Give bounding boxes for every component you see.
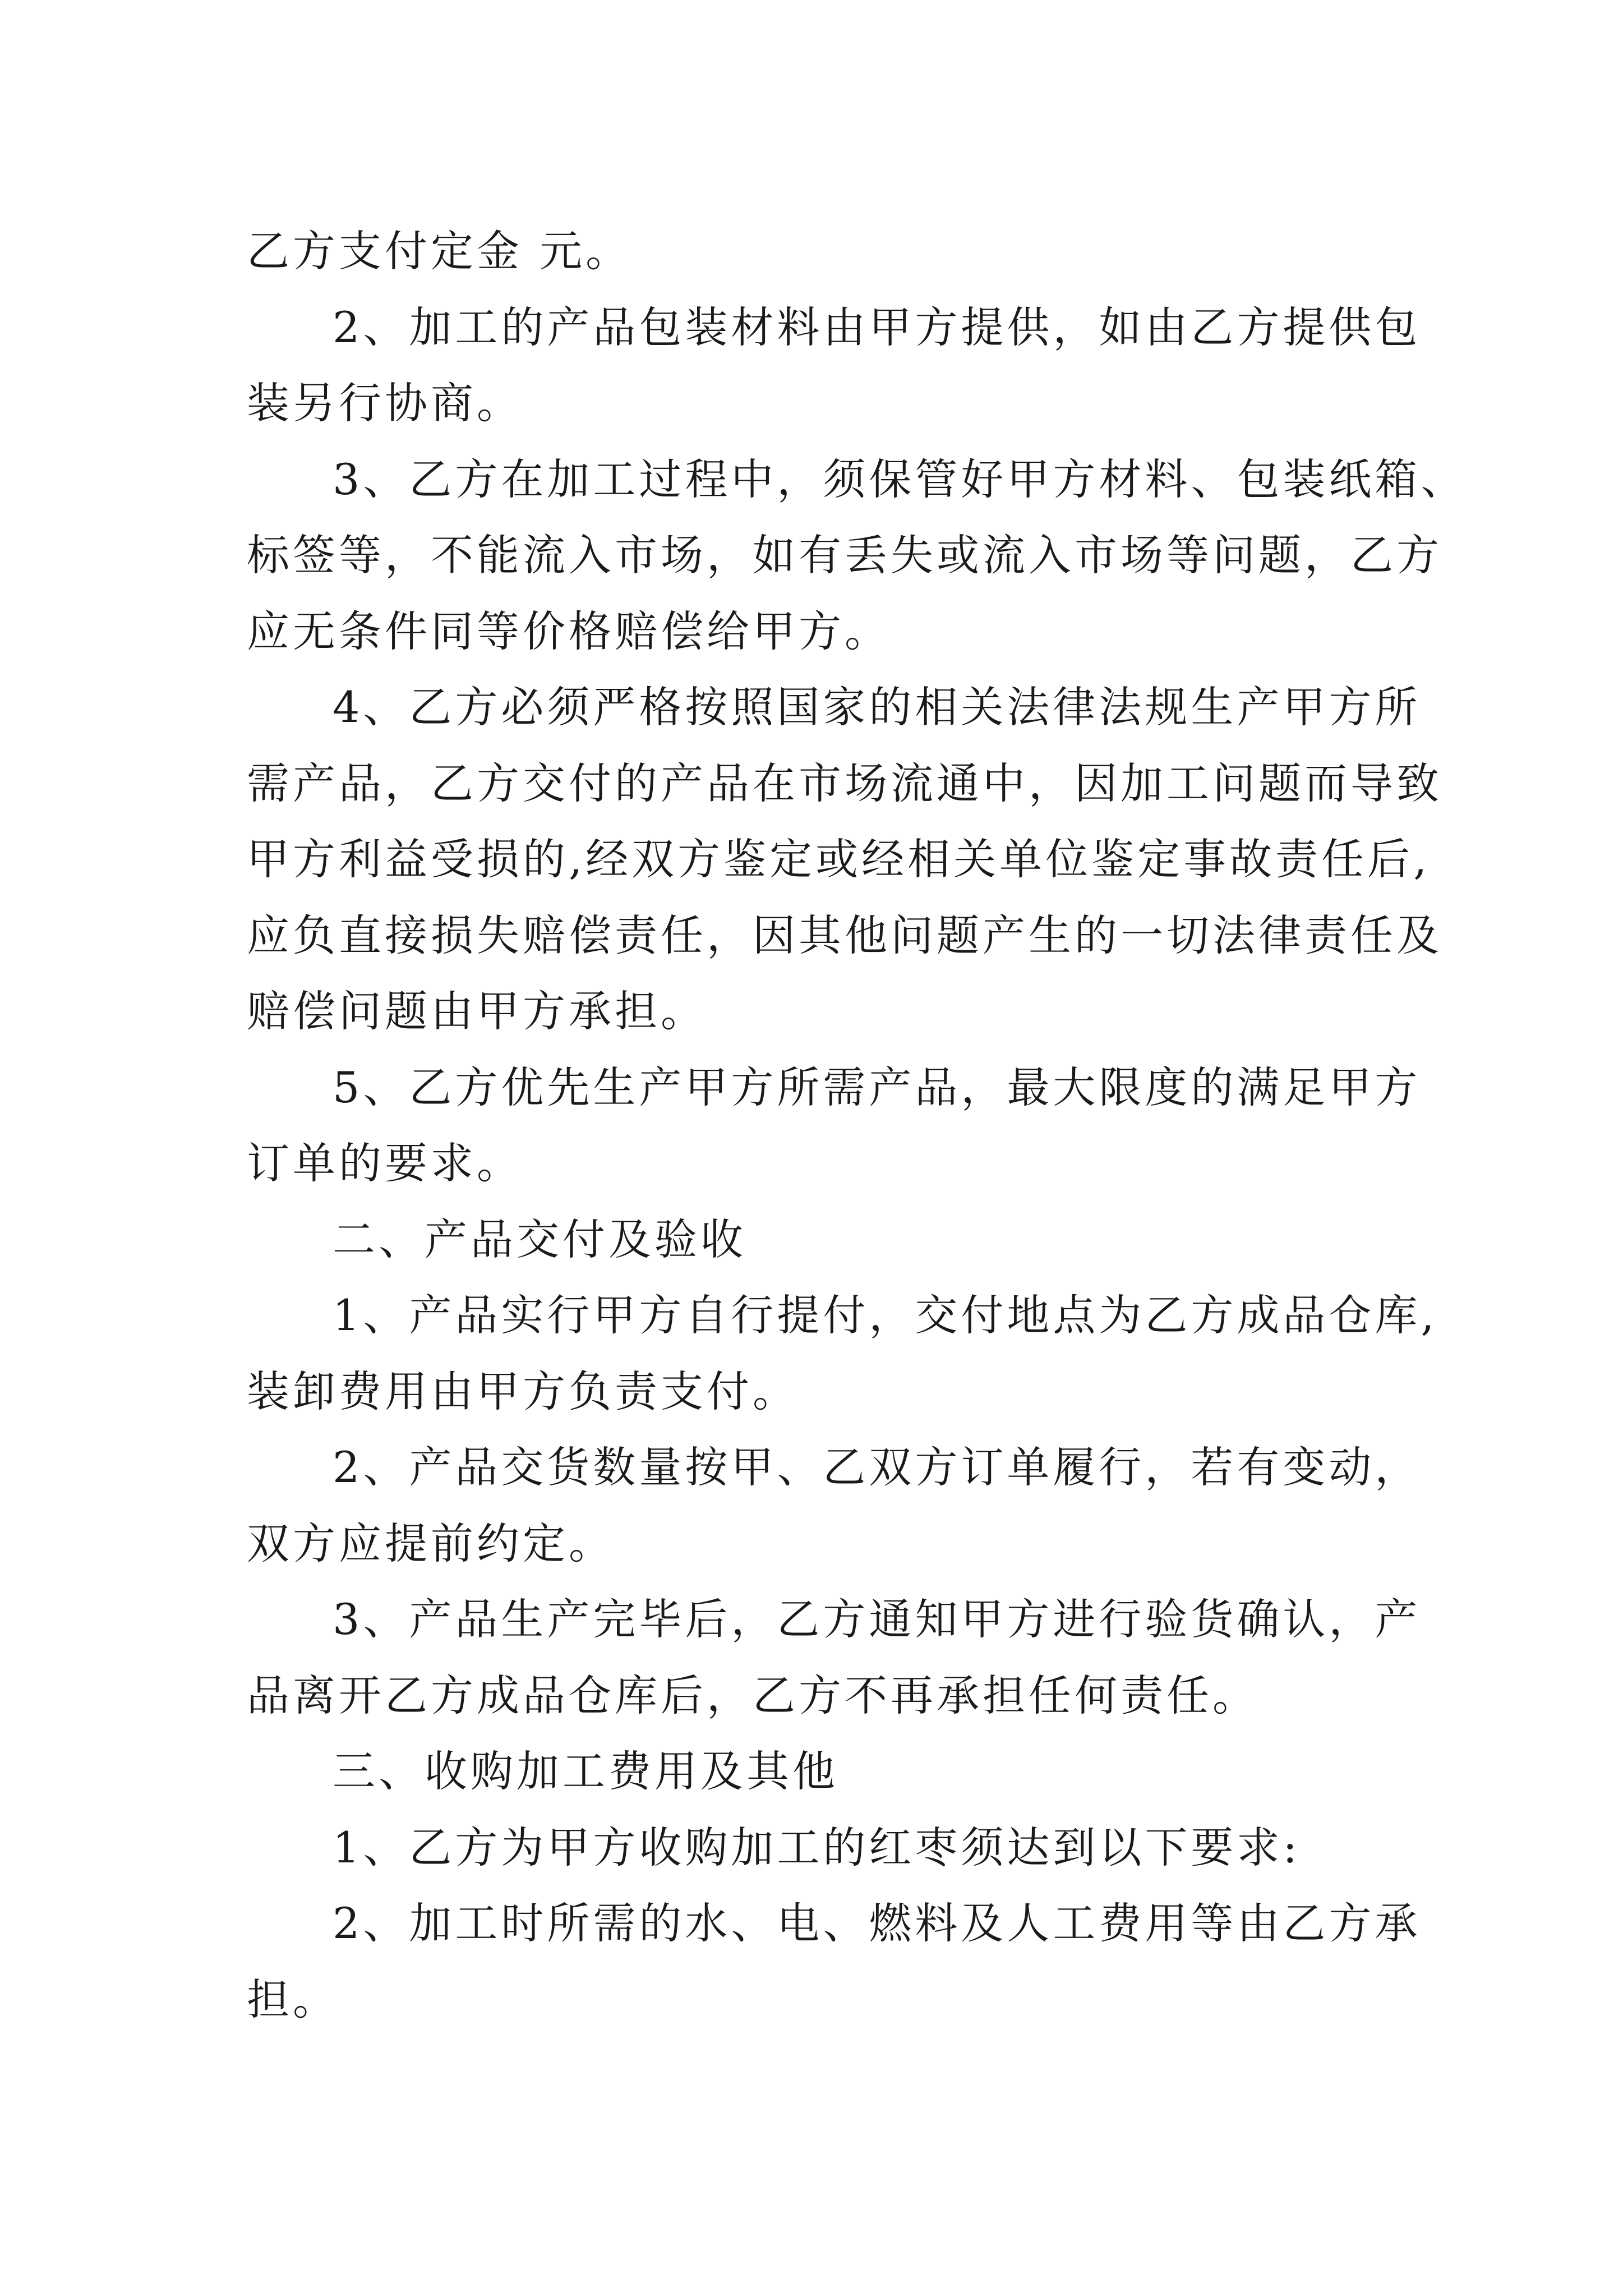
text-line: 1、产品实行甲方自行提付，交付地点为乙方成品仓库, [333,1290,1438,1340]
text-line: 4、乙方必须严格按照国家的相关法律法规生产甲方所 [333,682,1421,732]
text-line: 2、产品交货数量按甲、乙双方订单履行，若有变动， [333,1442,1421,1492]
document-body [247,213,1467,2037]
text-line: 标签等，不能流入市场，如有丢失或流入市场等问题，乙方 [247,530,1442,580]
text-line: 赔偿问题由甲方承担。 [247,986,707,1036]
text-line: 2、加工的产品包装材料由甲方提供，如由乙方提供包 [333,302,1421,352]
text-line: 2、加工时所需的水、电、燃料及人工费用等由乙方承 [333,1898,1421,1948]
text-line: 乙方支付定金 元。 [247,226,632,276]
text-line: 装卸费用由甲方负责支付。 [247,1366,799,1416]
text-line: 装另行协商。 [247,378,523,428]
section-heading: 三、收购加工费用及其他 [333,1746,838,1796]
text-line: 双方应提前约定。 [247,1518,615,1568]
text-line: 1、乙方为甲方收购加工的红枣须达到以下要求: [333,1822,1301,1872]
text-line: 3、产品生产完毕后，乙方通知甲方进行验货确认，产 [333,1594,1421,1644]
text-line: 订单的要求。 [247,1138,523,1188]
text-line: 甲方利益受损的,经双方鉴定或经相关单位鉴定事故责任后, [247,834,1431,884]
text-line: 应负直接损失赔偿责任，因其他问题产生的一切法律责任及 [247,910,1442,960]
text-line: 应无条件同等价格赔偿给甲方。 [247,606,891,656]
text-line: 5、乙方优先生产甲方所需产品，最大限度的满足甲方 [333,1062,1421,1112]
section-heading: 二、产品交付及验收 [333,1214,746,1264]
text-line: 需产品，乙方交付的产品在市场流通中，因加工问题而导致 [247,758,1442,808]
text-line: 担。 [247,1974,339,2024]
text-line: 品离开乙方成品仓库后，乙方不再承担任何责任。 [247,1670,1258,1720]
text-line: 3、乙方在加工过程中，须保管好甲方材料、包装纸箱、 [333,454,1467,504]
